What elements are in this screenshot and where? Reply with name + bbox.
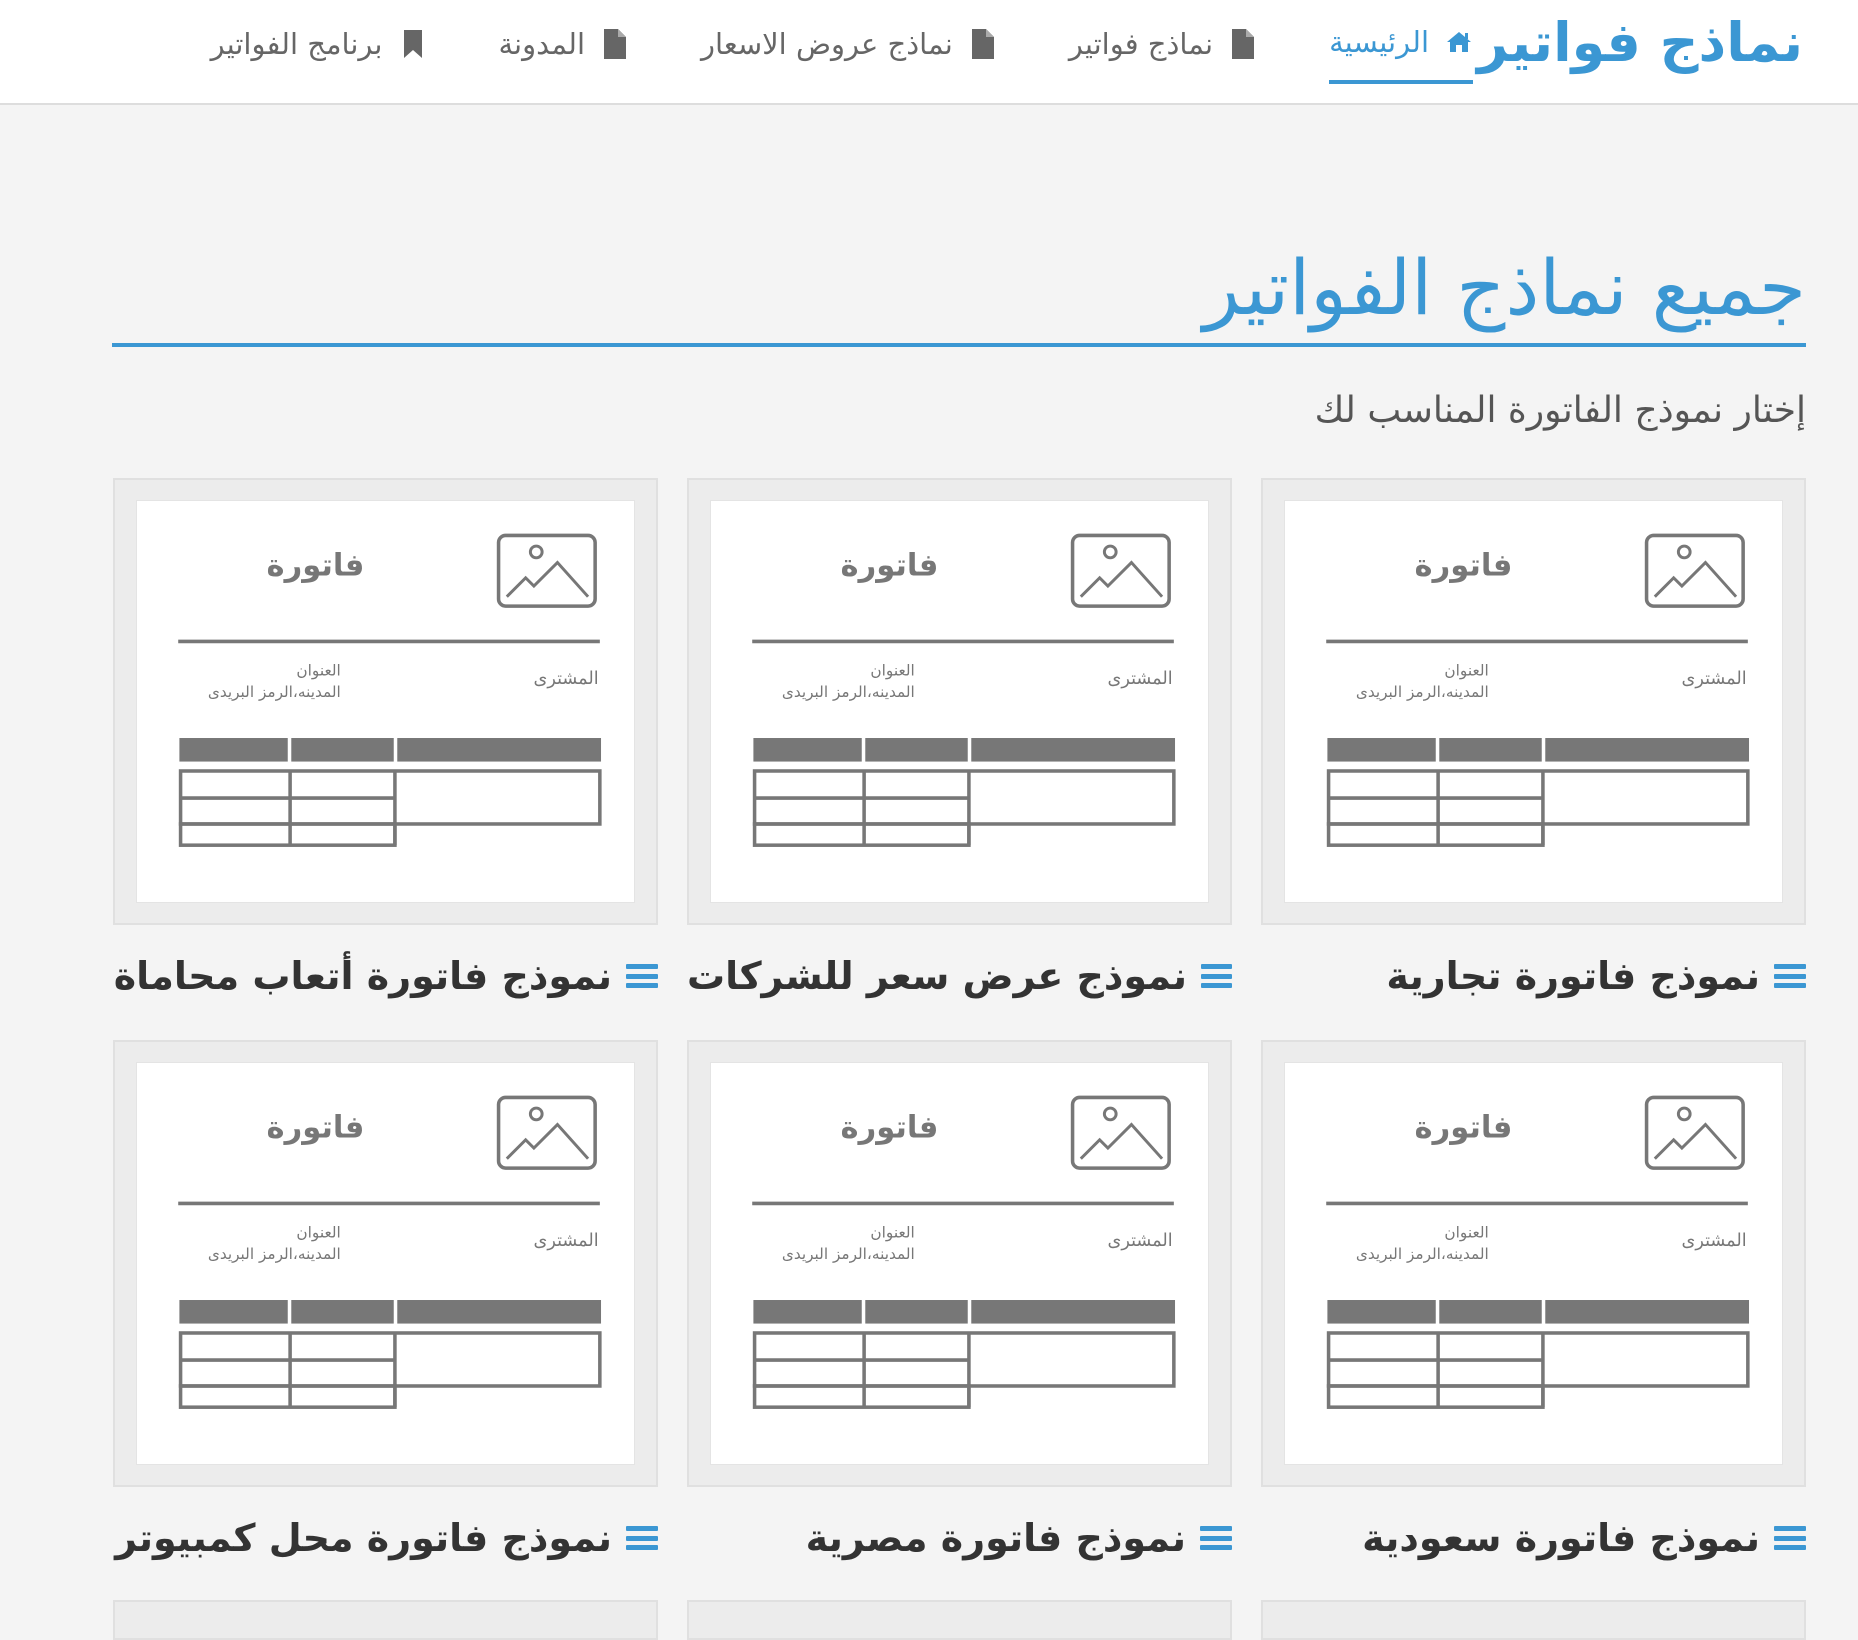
image-placeholder-icon (1647, 535, 1744, 606)
template-thumbnail-frame[interactable] (687, 1040, 1232, 1487)
thumbnail-city: المدينه،الرمز البريدى (1355, 1244, 1489, 1263)
page-subtitle: إختار نموذج الفاتورة المناسب لك (1314, 390, 1806, 431)
nav-item-invoice-templates[interactable] (1069, 0, 1257, 84)
template-card-title[interactable] (1261, 1487, 1806, 1581)
menu-icon (626, 1526, 658, 1550)
bookmark-icon (399, 28, 427, 60)
thumbnail-city: المدينه،الرمز البريدى (1355, 682, 1489, 701)
thumbnail-heading: فاتورة (266, 548, 365, 584)
thumbnail-city: المدينه،الرمز البريدى (207, 682, 341, 701)
nav-item-invoice-software[interactable] (211, 0, 427, 84)
invoice-preview-illustration (1285, 1063, 1782, 1464)
card-title-text: نموذج فاتورة مصرية (805, 1516, 1186, 1560)
next-row-partial (112, 1600, 1806, 1630)
nav-item-label: برنامج الفواتير (210, 27, 383, 61)
template-card-partial[interactable] (113, 1600, 658, 1640)
template-thumbnail-frame[interactable] (687, 478, 1232, 925)
template-thumbnail-frame[interactable] (1261, 478, 1806, 925)
template-card[interactable] (687, 478, 1232, 1040)
invoice-preview-illustration (137, 1063, 634, 1464)
nav-item-label: نماذج عروض الاسعار (701, 27, 953, 61)
menu-icon (1201, 964, 1232, 988)
nav-item-label: الرئيسية (1329, 25, 1429, 59)
template-card[interactable] (687, 1040, 1232, 1602)
thumbnail-city: المدينه،الرمز البريدى (781, 682, 915, 701)
page-title: جميع نماذج الفواتير (1203, 243, 1806, 332)
thumbnail-address: العنوان (296, 661, 341, 680)
thumbnail-heading: فاتورة (1414, 548, 1513, 584)
thumbnail-buyer: المشترى (1681, 668, 1747, 689)
template-thumbnail[interactable] (710, 1062, 1209, 1465)
template-thumbnail-frame[interactable] (113, 478, 658, 925)
top-navbar (0, 0, 1858, 105)
template-card[interactable] (1261, 478, 1806, 1040)
template-thumbnail-frame[interactable] (113, 1040, 658, 1487)
home-icon (1445, 26, 1473, 58)
nav-item-label: نماذج فواتير (1068, 27, 1214, 61)
thumbnail-address: العنوان (870, 1223, 915, 1242)
template-card-title[interactable] (687, 1487, 1232, 1581)
template-thumbnail-frame[interactable] (1261, 1040, 1806, 1487)
thumbnail-buyer: المشترى (1681, 1230, 1747, 1251)
card-title-text: نموذج فاتورة محل كمبيوتر (115, 1516, 612, 1560)
title-divider (112, 343, 1806, 347)
main-nav (139, 0, 1473, 103)
template-thumbnail[interactable] (1284, 1062, 1783, 1465)
thumbnail-heading: فاتورة (840, 548, 939, 584)
template-card[interactable] (113, 478, 658, 1040)
thumbnail-address: العنوان (870, 661, 915, 680)
invoice-preview-illustration (711, 1063, 1208, 1464)
file-icon (601, 28, 629, 60)
thumbnail-heading: فاتورة (266, 1110, 365, 1146)
thumbnail-address: العنوان (1444, 661, 1489, 680)
template-grid (112, 478, 1806, 1602)
menu-icon (1774, 1526, 1806, 1550)
template-thumbnail[interactable] (1284, 500, 1783, 903)
template-card-partial[interactable] (1261, 1600, 1806, 1640)
thumbnail-buyer: المشترى (1107, 1230, 1173, 1251)
file-icon (969, 28, 997, 60)
image-placeholder-icon (499, 1097, 596, 1168)
thumbnail-address: العنوان (1444, 1223, 1489, 1242)
card-title-text: نموذج فاتورة تجارية (1386, 954, 1760, 998)
nav-item-label: المدونة (498, 27, 586, 61)
image-placeholder-icon (1647, 1097, 1744, 1168)
nav-item-blog[interactable] (499, 0, 630, 84)
nav-item-quote-templates[interactable] (701, 0, 997, 84)
thumbnail-buyer: المشترى (1107, 668, 1173, 689)
template-card[interactable] (1261, 1040, 1806, 1602)
template-card-title[interactable] (687, 925, 1232, 1019)
thumbnail-city: المدينه،الرمز البريدى (207, 1244, 341, 1263)
thumbnail-buyer: المشترى (533, 668, 599, 689)
invoice-preview-illustration (137, 501, 634, 902)
card-title-text: نموذج عرض سعر للشركات (687, 954, 1187, 998)
invoice-preview-illustration (1285, 501, 1782, 902)
image-placeholder-icon (1073, 535, 1170, 606)
card-title-text: نموذج فاتورة أتعاب محاماة (113, 954, 612, 998)
thumbnail-address: العنوان (296, 1223, 341, 1242)
template-thumbnail[interactable] (136, 1062, 635, 1465)
template-card-title[interactable] (113, 925, 658, 1019)
template-card[interactable] (113, 1040, 658, 1602)
site-logo[interactable]: نماذج فواتير (1477, 11, 1803, 74)
template-card-title[interactable] (113, 1487, 658, 1581)
card-title-text: نموذج فاتورة سعودية (1362, 1516, 1760, 1560)
invoice-preview-illustration (711, 501, 1208, 902)
template-card-partial[interactable] (687, 1600, 1232, 1640)
file-icon (1229, 28, 1257, 60)
menu-icon (1200, 1526, 1232, 1550)
menu-icon (626, 964, 658, 988)
template-card-title[interactable] (1261, 925, 1806, 1019)
thumbnail-heading: فاتورة (840, 1110, 939, 1146)
thumbnail-city: المدينه،الرمز البريدى (781, 1244, 915, 1263)
menu-icon (1774, 964, 1806, 988)
image-placeholder-icon (1073, 1097, 1170, 1168)
thumbnail-buyer: المشترى (533, 1230, 599, 1251)
nav-item-home[interactable] (1329, 0, 1473, 84)
template-thumbnail[interactable] (136, 500, 635, 903)
template-thumbnail[interactable] (710, 500, 1209, 903)
thumbnail-heading: فاتورة (1414, 1110, 1513, 1146)
image-placeholder-icon (499, 535, 596, 606)
